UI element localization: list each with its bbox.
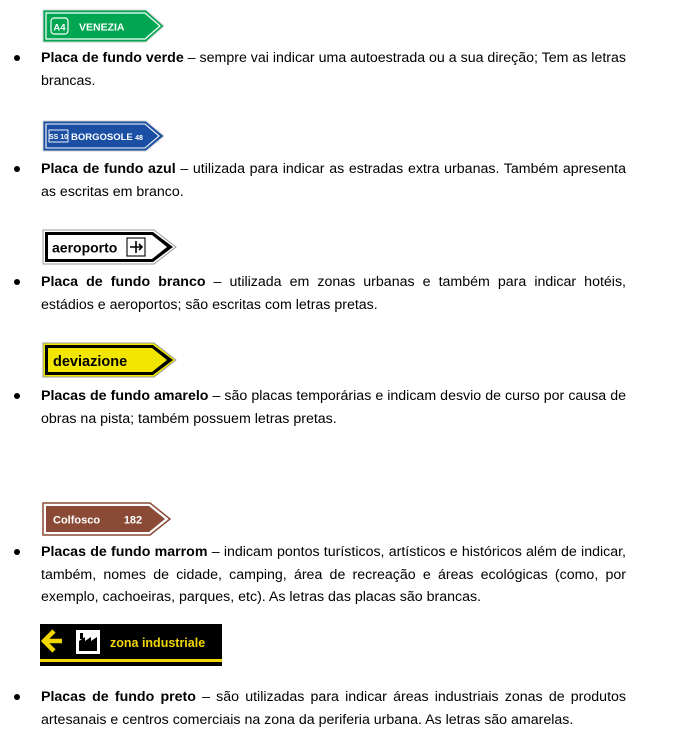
factory-icon — [76, 630, 100, 654]
bullet-icon — [14, 166, 20, 172]
white-sign — [42, 229, 178, 265]
item-title: Placa de fundo branco — [41, 274, 206, 290]
item-title: Placas de fundo marrom — [41, 544, 208, 560]
item-text — [41, 158, 626, 203]
white-sign-destination: aeroporto — [52, 239, 118, 256]
bullet-icon — [14, 694, 20, 700]
airplane-icon — [127, 238, 145, 256]
green-sign-code: A4 — [53, 22, 66, 34]
item-title: Placas de fundo preto — [41, 689, 196, 705]
item-description: – sempre vai indicar uma autoestrada ou a sua direção; Tem as letras brancas. — [41, 50, 626, 89]
item-description: – são utilizadas para indicar áreas industriais zonas de produtos artesanais e centros comerciais na zona da periferia urbana. As letras são amarelas. — [41, 689, 626, 728]
item-text — [41, 385, 626, 430]
item-description: – utilizada em zonas urbanas e também para indicar hotéis, estádios e aeroportos; são escritas com letras pretas. — [41, 274, 626, 313]
item-title: Placas de fundo amarelo — [41, 388, 209, 404]
yellow-sign-destination: deviazione — [53, 354, 128, 370]
blue-sign — [42, 120, 166, 152]
bullet-icon — [14, 549, 20, 555]
bullet-icon — [14, 393, 20, 399]
item-text — [41, 686, 626, 731]
blue-sign-number: 48 — [135, 135, 143, 142]
item-description: – são placas temporárias e indicam desvio de curso por causa de obras na pista; também possuem letras pretas. — [41, 388, 626, 427]
item-description: – indicam pontos turísticos, artísticos e históricos além de indicar, também, nomes de cidade, camping, área de recreação e áreas ecológicas (como, por exemplo, cachoeiras, parques, etc). As letras das placas são brancas. — [41, 544, 626, 605]
blue-sign-destination: BORGOSOLE — [71, 132, 133, 143]
green-sign — [42, 9, 166, 43]
item-description: – utilizada para indicar as estradas extra urbanas. Também apresenta as escritas em branco. — [41, 161, 626, 200]
black-sign — [40, 624, 222, 666]
item-text — [41, 271, 626, 316]
item-title: Placa de fundo azul — [41, 161, 176, 177]
bullet-icon — [14, 55, 20, 61]
brown-sign-destination: Colfosco — [53, 514, 101, 527]
black-sign-destination: zona industriale — [110, 636, 206, 650]
green-sign-destination: VENEZIA — [79, 21, 125, 34]
brown-sign — [42, 502, 172, 536]
blue-sign-code: SS 10 — [48, 134, 69, 141]
item-text — [41, 47, 626, 92]
brown-sign-number: 182 — [123, 514, 143, 527]
yellow-sign — [42, 342, 178, 378]
item-text — [41, 541, 626, 609]
bullet-icon — [14, 279, 20, 285]
item-title: Placa de fundo verde — [41, 50, 184, 66]
